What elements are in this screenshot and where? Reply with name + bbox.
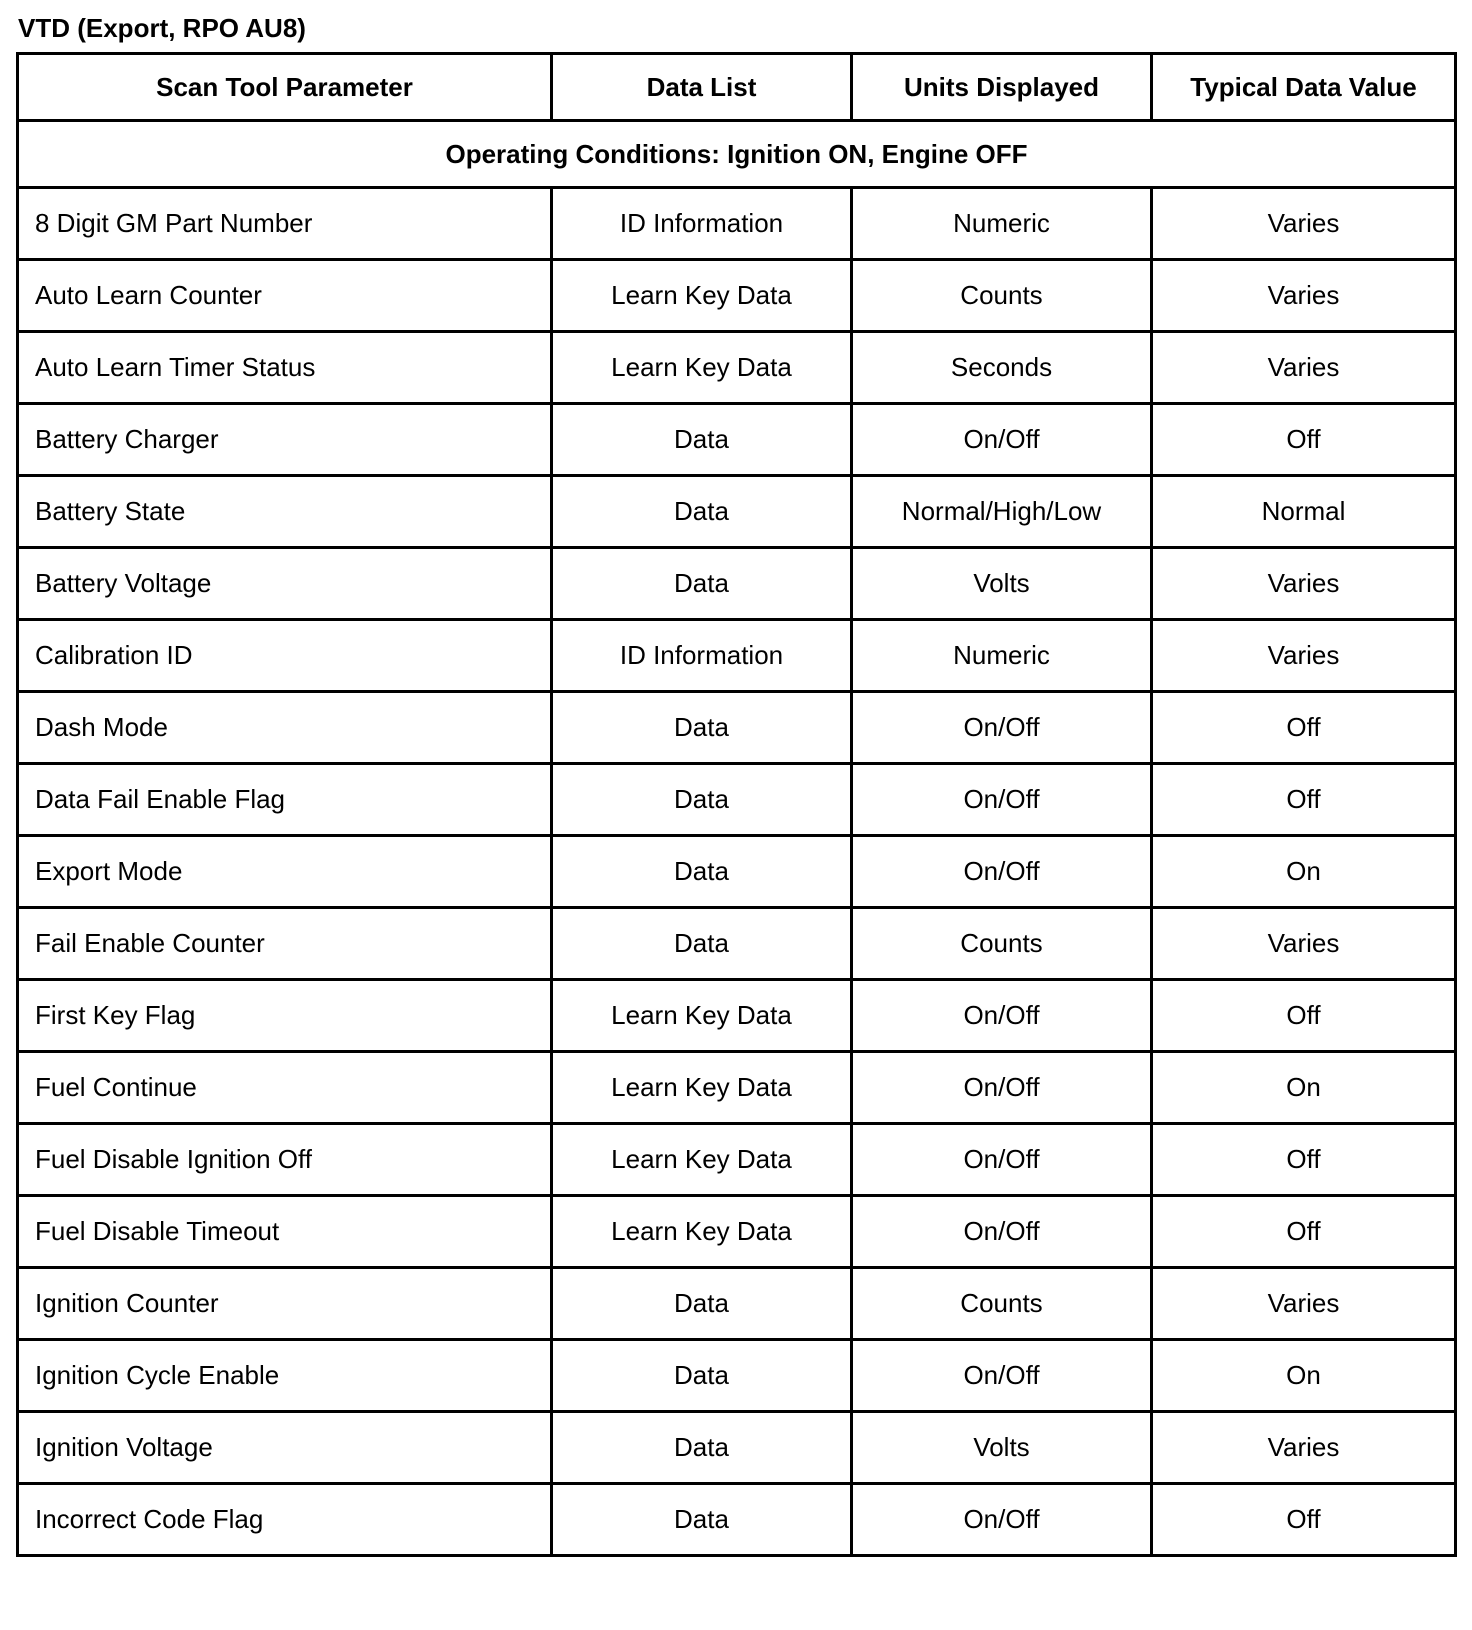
cell-typical-value: Varies <box>1152 548 1456 620</box>
cell-typical-value: On <box>1152 1340 1456 1412</box>
cell-parameter: Battery Voltage <box>18 548 552 620</box>
cell-units: Volts <box>852 1412 1152 1484</box>
cell-data-list: Learn Key Data <box>552 1124 852 1196</box>
cell-units: On/Off <box>852 404 1152 476</box>
page-title: VTD (Export, RPO AU8) <box>18 13 306 43</box>
cell-units: Normal/High/Low <box>852 476 1152 548</box>
cell-parameter: Fail Enable Counter <box>18 908 552 980</box>
cell-data-list: Learn Key Data <box>552 1052 852 1124</box>
cell-data-list: ID Information <box>552 188 852 260</box>
cell-units: On/Off <box>852 980 1152 1052</box>
cell-typical-value: Off <box>1152 692 1456 764</box>
cell-units: On/Off <box>852 1124 1152 1196</box>
cell-units: Counts <box>852 260 1152 332</box>
cell-typical-value: Varies <box>1152 188 1456 260</box>
cell-parameter: Calibration ID <box>18 620 552 692</box>
table-row <box>18 332 1456 404</box>
cell-data-list: Data <box>552 908 852 980</box>
table-row <box>18 764 1456 836</box>
header-row <box>18 54 1456 121</box>
scan-tool-data-table <box>16 52 1457 1557</box>
cell-data-list: ID Information <box>552 620 852 692</box>
table-row <box>18 1124 1456 1196</box>
cell-parameter: Ignition Voltage <box>18 1412 552 1484</box>
cell-units: On/Off <box>852 692 1152 764</box>
cell-parameter: Fuel Disable Ignition Off <box>18 1124 552 1196</box>
table-row <box>18 1412 1456 1484</box>
cell-units: On/Off <box>852 764 1152 836</box>
cell-units: Counts <box>852 1268 1152 1340</box>
cell-data-list: Learn Key Data <box>552 1196 852 1268</box>
table-row <box>18 1196 1456 1268</box>
cell-units: On/Off <box>852 1484 1152 1556</box>
cell-units: Volts <box>852 548 1152 620</box>
table-row <box>18 548 1456 620</box>
cell-parameter: First Key Flag <box>18 980 552 1052</box>
cell-data-list: Data <box>552 1340 852 1412</box>
cell-parameter: Export Mode <box>18 836 552 908</box>
operating-conditions: Operating Conditions: Ignition ON, Engine OFF <box>18 121 1456 188</box>
cell-data-list: Learn Key Data <box>552 980 852 1052</box>
table-row <box>18 260 1456 332</box>
cell-parameter: Auto Learn Timer Status <box>18 332 552 404</box>
header-units-displayed: Units Displayed <box>852 54 1152 121</box>
cell-data-list: Data <box>552 692 852 764</box>
cell-parameter: Ignition Cycle Enable <box>18 1340 552 1412</box>
cell-typical-value: Off <box>1152 1196 1456 1268</box>
cell-typical-value: Normal <box>1152 476 1456 548</box>
table-row <box>18 1052 1456 1124</box>
cell-parameter: Ignition Counter <box>18 1268 552 1340</box>
cell-typical-value: Varies <box>1152 332 1456 404</box>
table-row <box>18 476 1456 548</box>
cell-typical-value: Varies <box>1152 620 1456 692</box>
table-row <box>18 692 1456 764</box>
table-row <box>18 980 1456 1052</box>
table-row <box>18 908 1456 980</box>
cell-typical-value: Off <box>1152 980 1456 1052</box>
cell-units: Numeric <box>852 620 1152 692</box>
cell-units: Numeric <box>852 188 1152 260</box>
cell-data-list: Data <box>552 1484 852 1556</box>
cell-parameter: 8 Digit GM Part Number <box>18 188 552 260</box>
table-row <box>18 620 1456 692</box>
cell-typical-value: Varies <box>1152 908 1456 980</box>
cell-data-list: Learn Key Data <box>552 332 852 404</box>
header-data-list: Data List <box>552 54 852 121</box>
cell-typical-value: Off <box>1152 1124 1456 1196</box>
table-row <box>18 188 1456 260</box>
table-row <box>18 404 1456 476</box>
cell-typical-value: Varies <box>1152 1268 1456 1340</box>
header-typical-data-value: Typical Data Value <box>1152 54 1456 121</box>
cell-data-list: Data <box>552 1268 852 1340</box>
cell-data-list: Data <box>552 548 852 620</box>
cell-data-list: Data <box>552 764 852 836</box>
cell-data-list: Learn Key Data <box>552 260 852 332</box>
table-row <box>18 1268 1456 1340</box>
cell-units: Counts <box>852 908 1152 980</box>
cell-parameter: Incorrect Code Flag <box>18 1484 552 1556</box>
cell-units: On/Off <box>852 1340 1152 1412</box>
cell-parameter: Fuel Continue <box>18 1052 552 1124</box>
cell-parameter: Auto Learn Counter <box>18 260 552 332</box>
operating-conditions-row <box>18 121 1456 188</box>
cell-data-list: Data <box>552 1412 852 1484</box>
cell-parameter: Battery State <box>18 476 552 548</box>
cell-units: Seconds <box>852 332 1152 404</box>
cell-typical-value: Varies <box>1152 260 1456 332</box>
cell-parameter: Data Fail Enable Flag <box>18 764 552 836</box>
cell-units: On/Off <box>852 1196 1152 1268</box>
cell-typical-value: On <box>1152 1052 1456 1124</box>
cell-typical-value: Off <box>1152 404 1456 476</box>
cell-data-list: Data <box>552 404 852 476</box>
cell-units: On/Off <box>852 836 1152 908</box>
table-row <box>18 836 1456 908</box>
cell-data-list: Data <box>552 836 852 908</box>
cell-typical-value: Varies <box>1152 1412 1456 1484</box>
table-row <box>18 1484 1456 1556</box>
cell-typical-value: On <box>1152 836 1456 908</box>
cell-parameter: Fuel Disable Timeout <box>18 1196 552 1268</box>
cell-data-list: Data <box>552 476 852 548</box>
cell-parameter: Dash Mode <box>18 692 552 764</box>
cell-typical-value: Off <box>1152 764 1456 836</box>
cell-typical-value: Off <box>1152 1484 1456 1556</box>
table-row <box>18 1340 1456 1412</box>
cell-parameter: Battery Charger <box>18 404 552 476</box>
cell-units: On/Off <box>852 1052 1152 1124</box>
header-scan-tool-parameter: Scan Tool Parameter <box>18 54 552 121</box>
